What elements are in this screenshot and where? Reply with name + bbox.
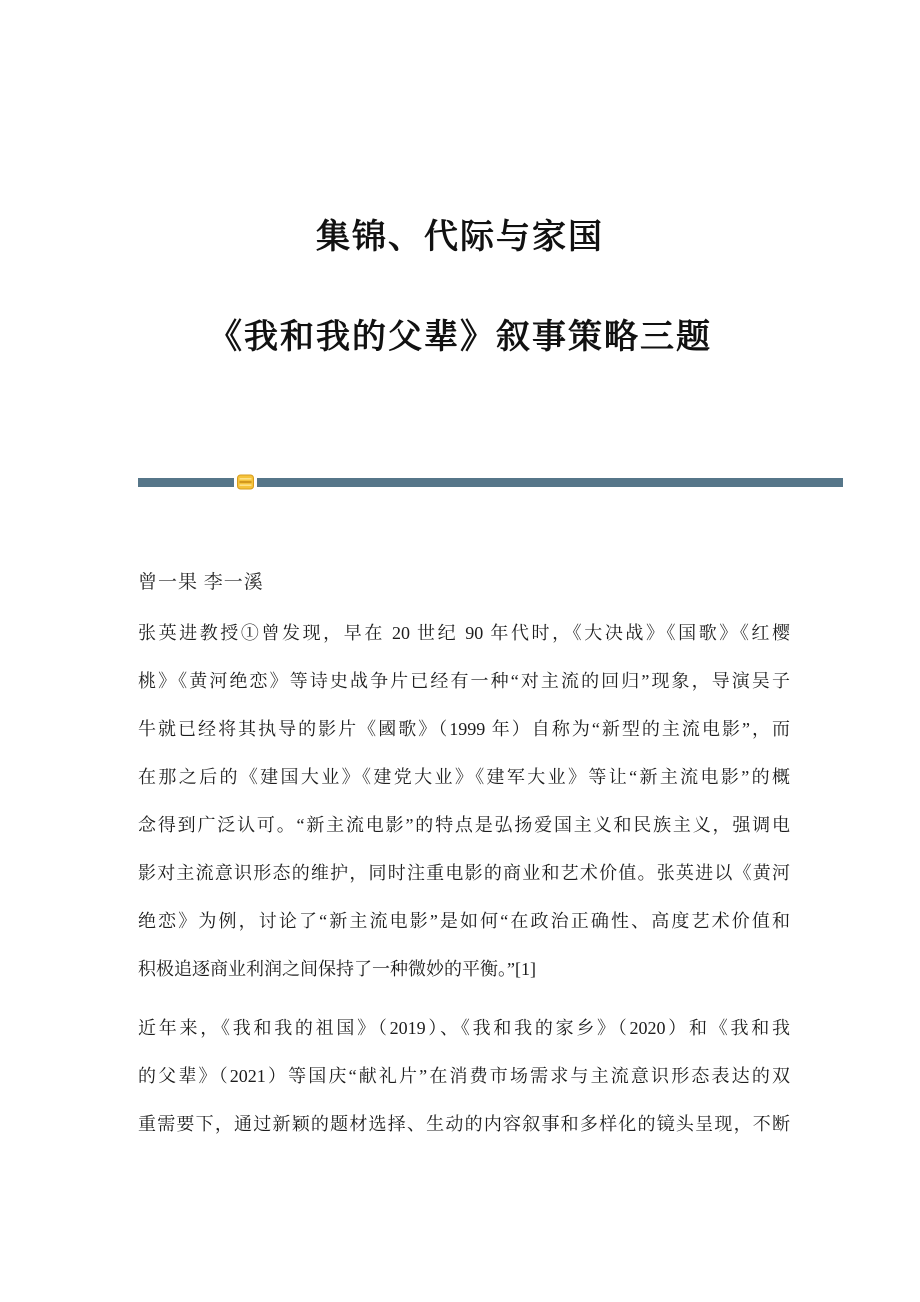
- text-line: 绝恋》为例，讨论了“新主流电影”是如何“在政治正确性、高度艺术价值和: [138, 911, 790, 931]
- text-line: 的父辈》（2021）等国庆“献礼片”在消费市场需求与主流意识形态表达的双: [138, 1066, 790, 1086]
- text-line: 在那之后的《建国大业》《建党大业》《建军大业》等让“新主流电影”的概: [138, 767, 790, 787]
- section-divider: [138, 473, 843, 491]
- text-line: 念得到广泛认可。“新主流电影”的特点是弘扬爱国主义和民族主义，强调电: [138, 815, 790, 835]
- divider-line-left: [138, 478, 234, 487]
- paragraph-1: [138, 609, 790, 993]
- document-subtitle: 《我和我的父辈》叙事策略三题: [208, 319, 712, 356]
- gold-seal-icon: [237, 474, 254, 490]
- paragraph-2: [138, 1004, 790, 1148]
- text-line: 影对主流意识形态的维护，同时注重电影的商业和艺术价值。张英进以《黄河: [138, 863, 790, 883]
- text-line: 近年来，《我和我的祖国》（2019）、《我和我的家乡》（2020）和《我和我: [138, 1018, 790, 1038]
- text-line: 张英进教授①曾发现，早在 20 世纪 90 年代时，《大决战》《国歌》《红樱: [138, 623, 790, 643]
- document-title: 集锦、代际与家国: [316, 219, 604, 256]
- author-byline: 曾一果 李一溪: [138, 572, 264, 593]
- text-line: 积极追逐商业利润之间保持了一种微妙的平衡。”[1]: [138, 959, 536, 979]
- text-line: 桃》《黄河绝恋》等诗史战争片已经有一种“对主流的回归”现象，导演吴子: [138, 671, 790, 691]
- text-line: 牛就已经将其执导的影片《國歌》（1999 年）自称为“新型的主流电影”，而: [138, 719, 790, 739]
- divider-line-right: [257, 478, 843, 487]
- text-line: 重需要下，通过新颖的题材选择、生动的内容叙事和多样化的镜头呈现，不断: [138, 1114, 790, 1134]
